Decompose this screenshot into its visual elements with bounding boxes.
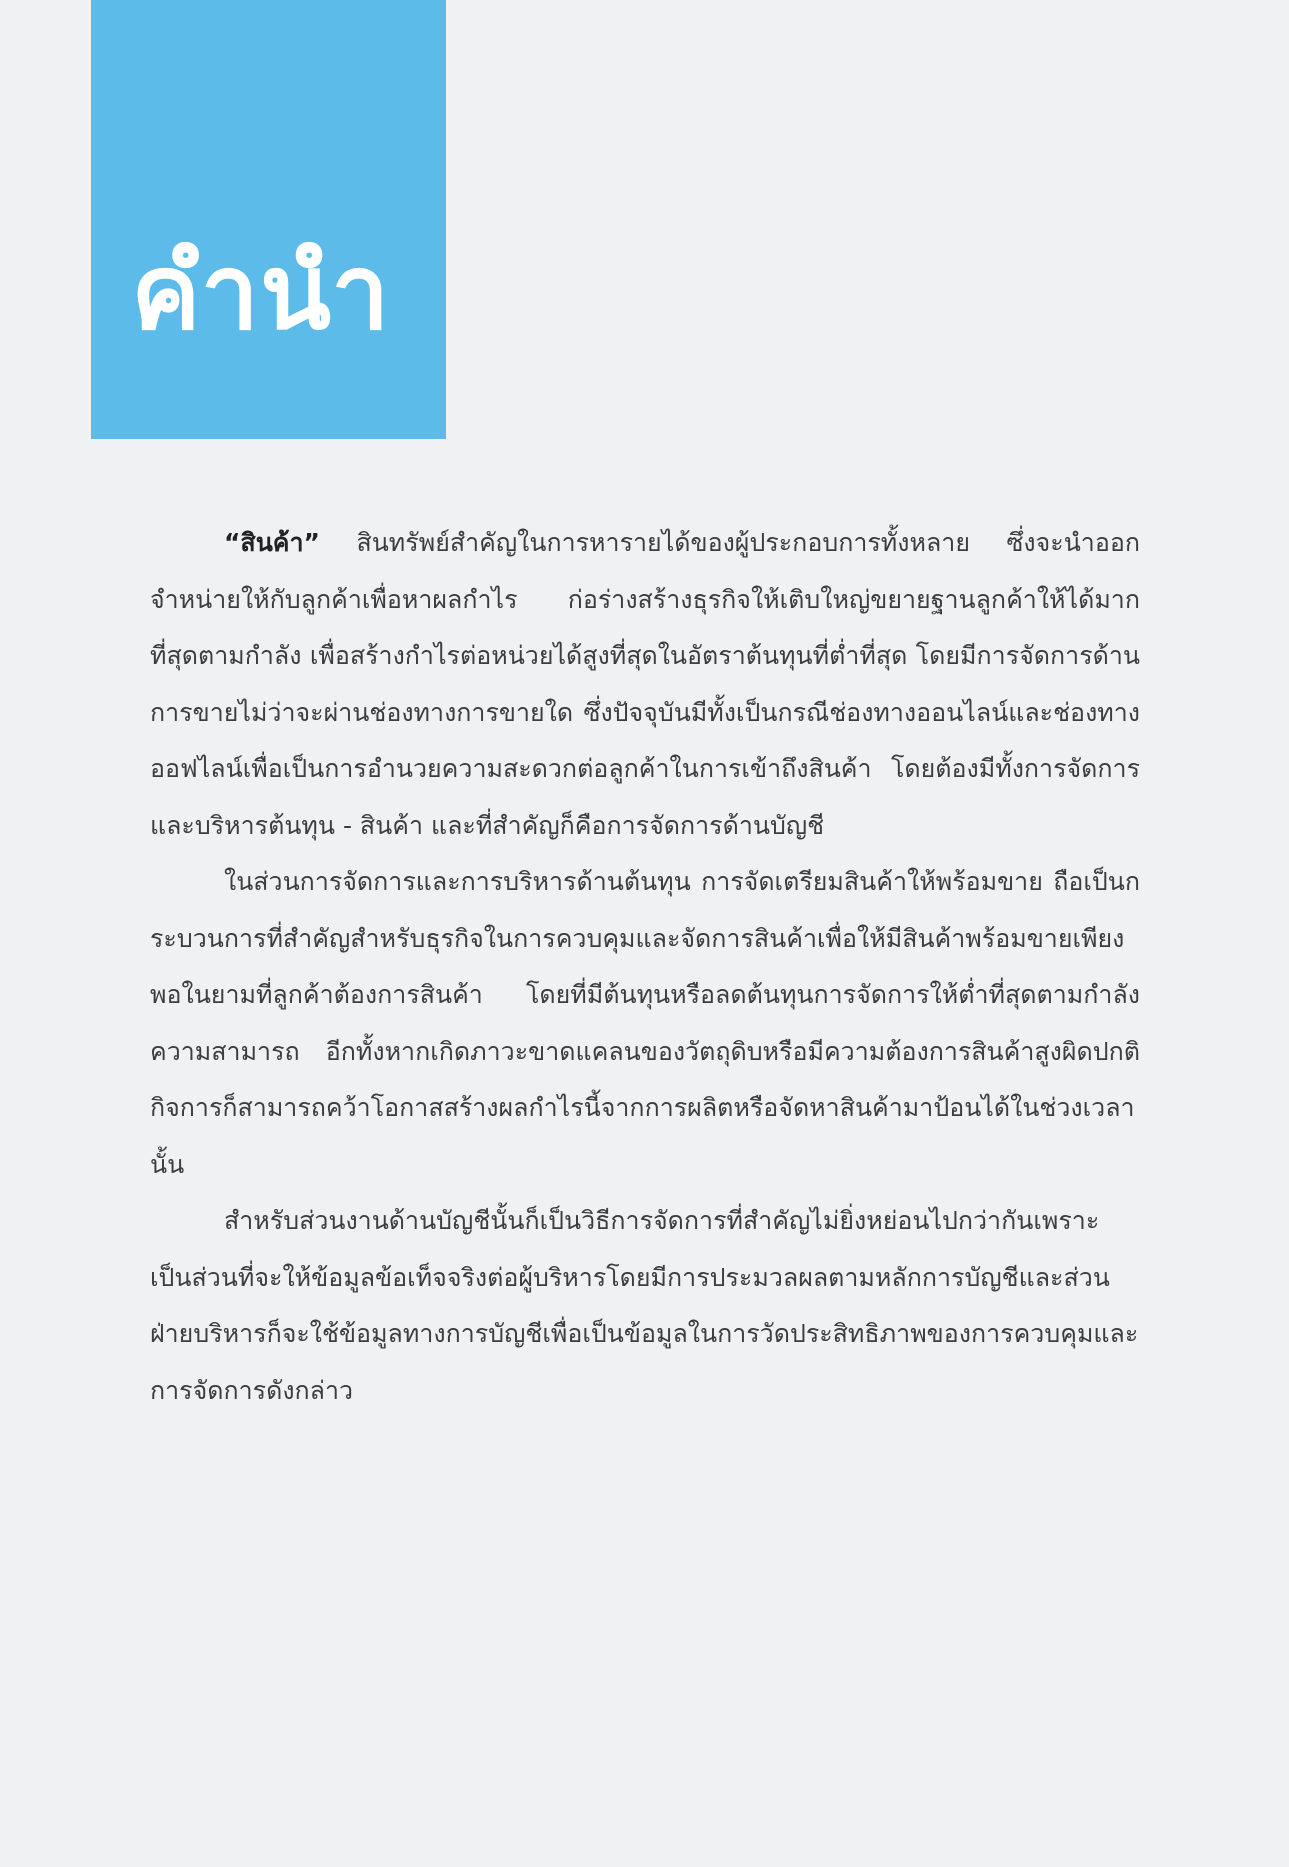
page-title: คำนำ	[131, 231, 391, 353]
paragraph-2: ในส่วนการจัดการและการบริหารด้านต้นทุน การจัดเตรียมสินค้าให้พร้อมขาย ถือเป็นกระบวนการที่สำคัญสำหรับธุรกิจในการควบคุมและจัดการสินค้าเพื่อให้มีสินค้าพร้อมขายเพียงพอในยามที่ลูกค้าต้องการสินค้า โดยที่มีต้นทุนหรือลดต้นทุนการจัดการให้ต่ำที่สุดตามกำลังความสามารถ อีกทั้งหากเกิดภาวะขาดแคลนของวัตถุดิบหรือมีความต้องการสินค้าสูงผิดปกติ กิจการก็สามารถคว้าโอกาสสร้างผลกำไรนี้จากการผลิตหรือจัดหาสินค้ามาป้อนได้ในช่วงเวลานั้น	[150, 867, 1140, 1179]
title-block	[91, 0, 446, 439]
paragraph-1-lead: “สินค้า”	[224, 528, 320, 557]
paragraph-3: สำหรับส่วนงานด้านบัญชีนั้นก็เป็นวิธีการจัดการที่สำคัญไม่ยิ่งหย่อนไปกว่ากันเพราะเป็นส่วนที่จะให้ข้อมูลข้อเท็จจริงต่อผู้บริหารโดยมีการประมวลผลตามหลักการบัญชีและส่วนฝ่ายบริหารก็จะใช้ข้อมูลทางการบัญชีเพื่อเป็นข้อมูลในการวัดประสิทธิภาพของการควบคุมและการจัดการดังกล่าว	[150, 1206, 1139, 1405]
paragraph-1-text: สินทรัพย์สำคัญในการหารายได้ของผู้ประกอบการทั้งหลาย ซึ่งจะนำออกจำหน่ายให้กับลูกค้าเพื่อหาผลกำไร ก่อร่างสร้างธุรกิจให้เติบใหญ่ขยายฐานลูกค้าให้ได้มากที่สุดตามกำลัง เพื่อสร้างกำไรต่อหน่วยได้สูงที่สุดในอัตราต้นทุนที่ต่ำที่สุด โดยมีการจัดการด้านการขายไม่ว่าจะผ่านช่องทางการขายใด ซึ่งปัจจุบันมีทั้งเป็นกรณีช่องทางออนไลน์และช่องทางออฟไลน์เพื่อเป็นการอำนวยความสะดวกต่อลูกค้าในการเข้าถึงสินค้า โดยต้องมีทั้งการจัดการและบริหารต้นทุน - สินค้า และที่สำคัญก็คือการจัดการด้านบัญชี	[150, 528, 1140, 840]
preface-body	[150, 515, 1140, 1419]
paragraph-1	[150, 515, 1140, 854]
